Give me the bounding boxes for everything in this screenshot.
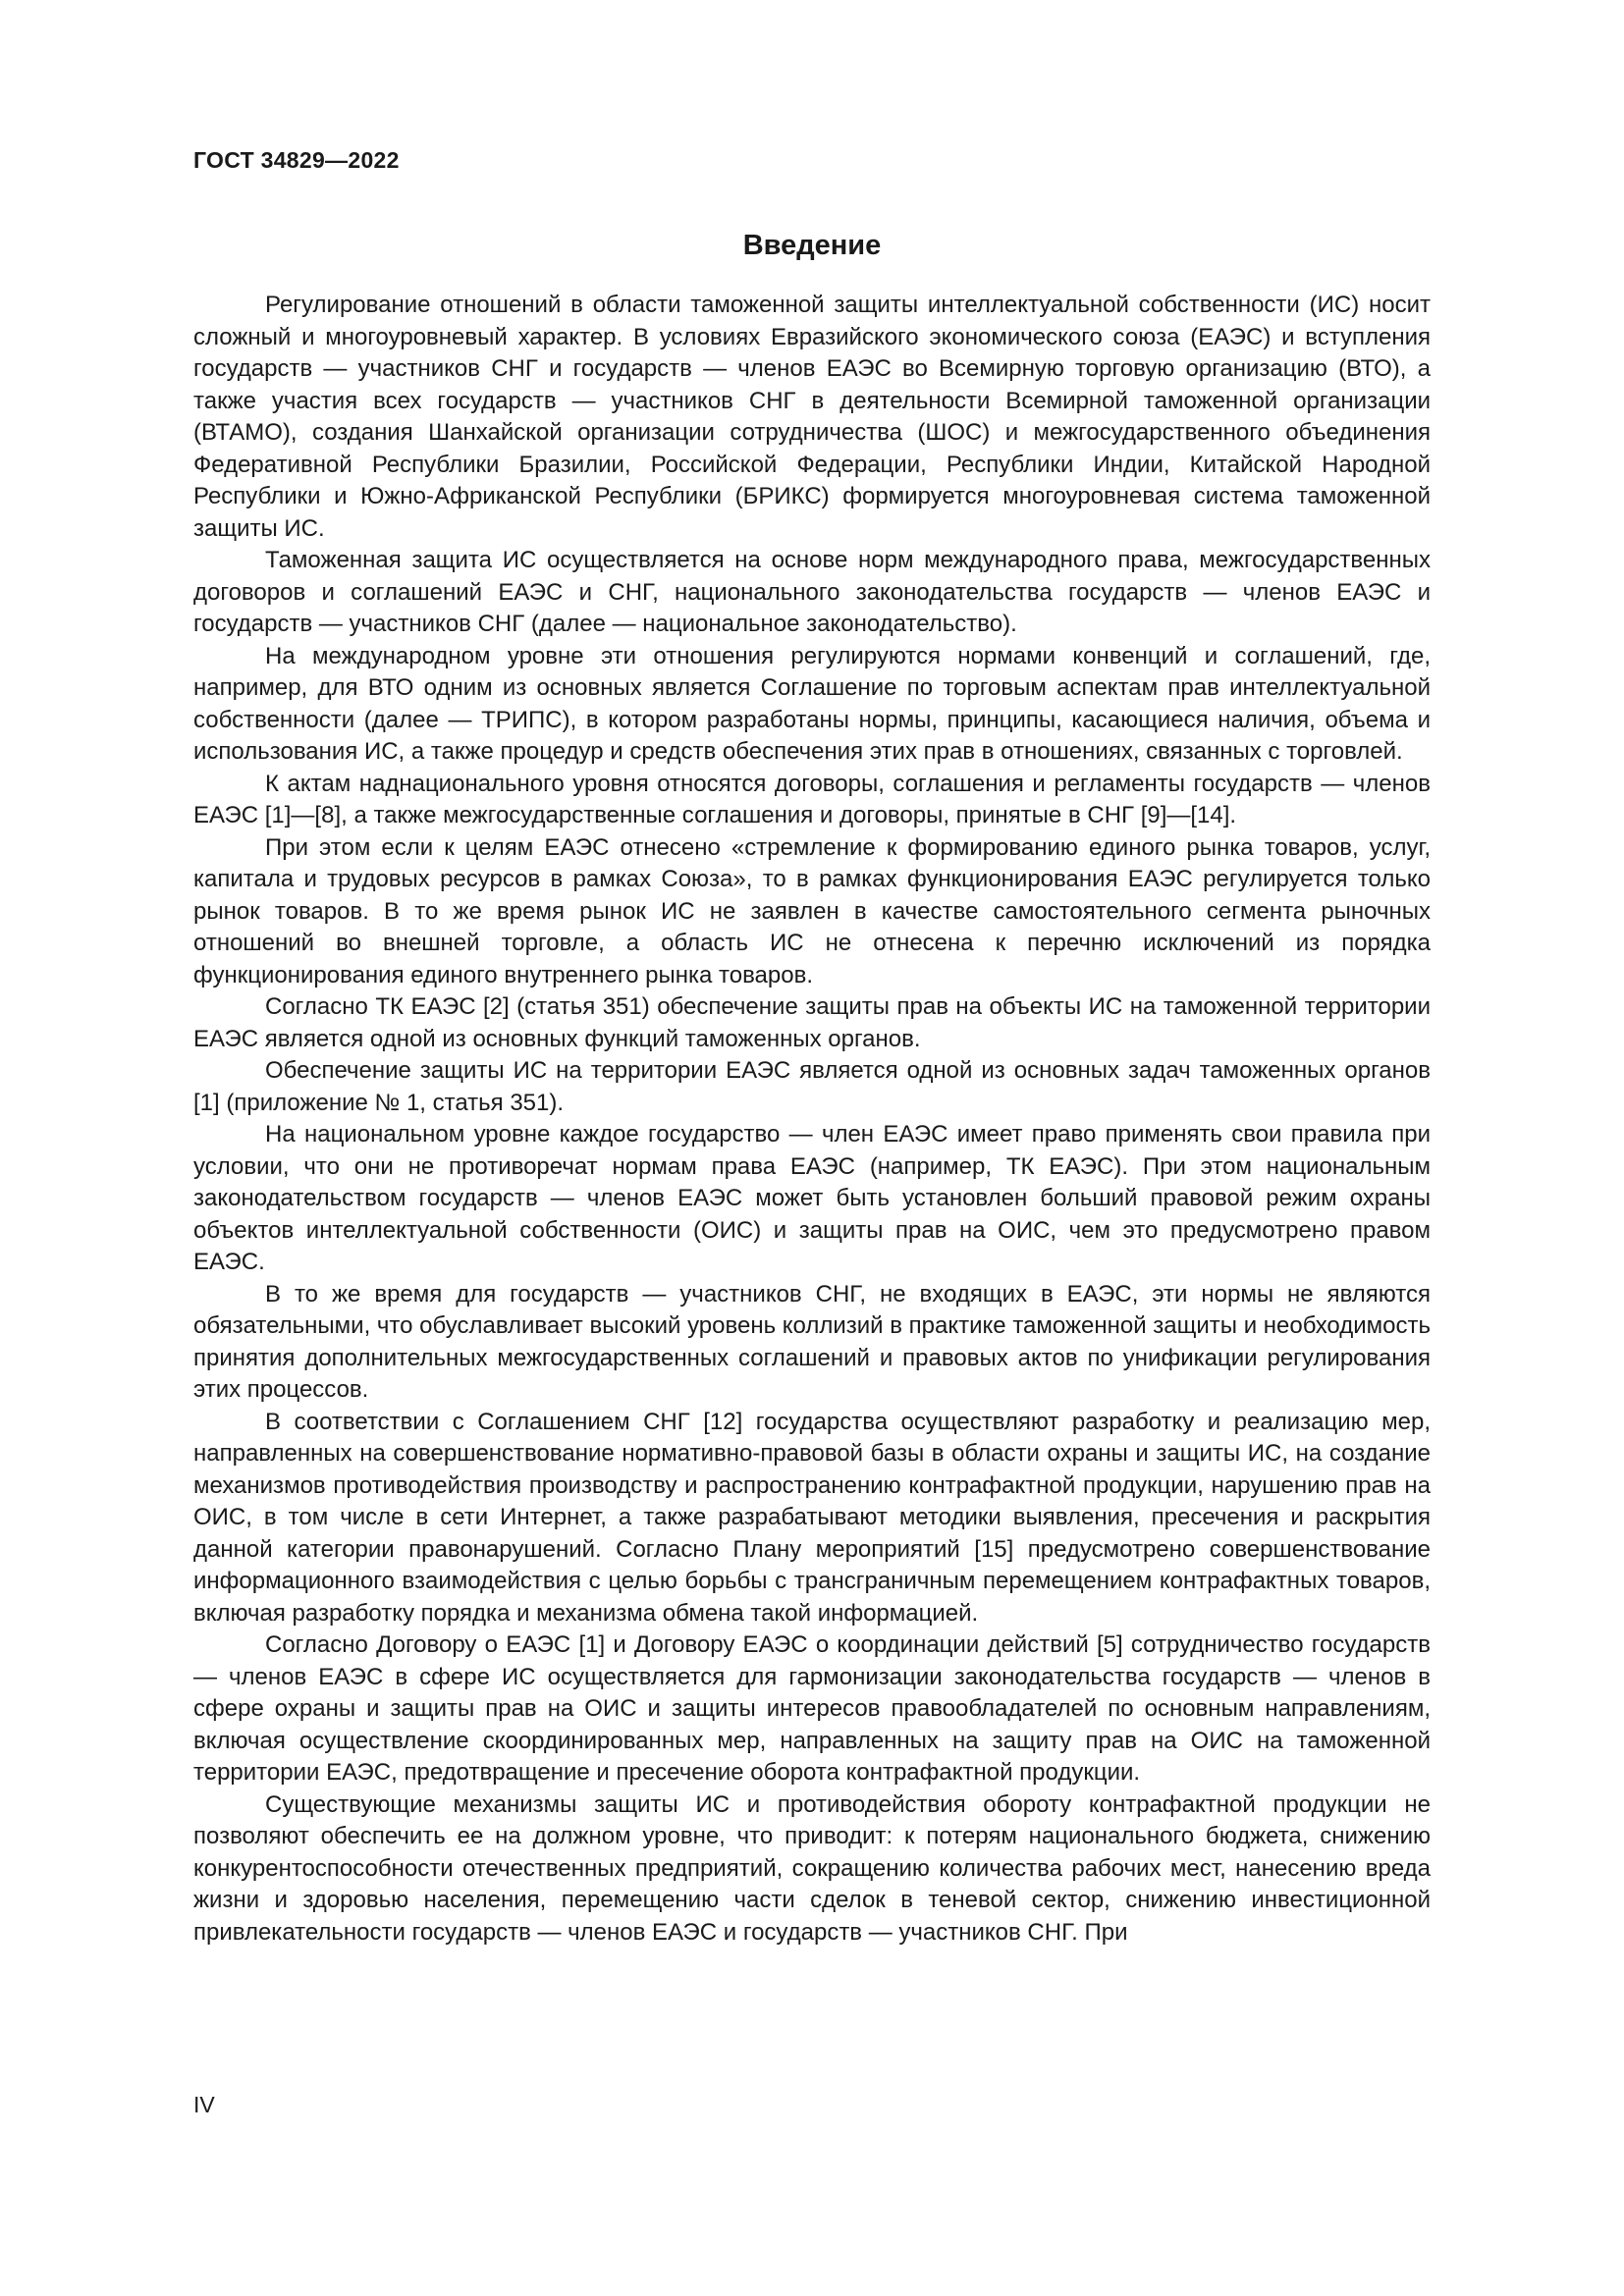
paragraph: Существующие механизмы защиты ИС и противодействия обороту контрафактной продукции не позволяют обеспечить ее на должном уровне, что приводит: к потерям национального бюджета, снижению конкурентоспособности отечественных предприятий, сокращению количества рабочих мест, нанесению вреда жизни и здоровью населения, перемещению части сделок в теневой сектор, снижению инвестиционной привлекательности государств — членов ЕАЭС и государств — участников СНГ. При — [193, 1790, 1431, 1946]
paragraph: Таможенная защита ИС осуществляется на основе норм международного права, межгосударственных договоров и соглашений ЕАЭС и СНГ, национального законодательства государств — членов ЕАЭС и государств — участников СНГ (далее — национальное законодательство). — [193, 547, 1431, 637]
paragraph: На международном уровне эти отношения регулируются нормами конвенций и соглашений, где, например, для ВТО одним из основных является Соглашение по торговым аспектам прав интеллектуальной собственности (далее — ТРИПС), в котором разработаны нормы, принципы, касающиеся наличия, объема и использования ИС, а также процедур и средств обеспечения этих прав в отношениях, связанных с торговлей. — [193, 642, 1431, 765]
paragraph: Согласно Договору о ЕАЭС [1] и Договору ЕАЭС о координации действий [5] сотрудничество государств — членов ЕАЭС в сфере ИС осуществляется для гармонизации законодательства государств — членов в сфере охраны и защиты прав на ОИС и защиты интересов правообладателей по основным направлениям, включая осуществление скоординированных мер, направленных на защиту прав на ОИС на таможенной территории ЕАЭС, предотвращение и пресечение оборота контрафактной продукции. — [193, 1631, 1431, 1786]
paragraph: В то же время для государств — участников СНГ, не входящих в ЕАЭС, эти нормы не являются обязательными, что обуславливает высокий уровень коллизий в практике таможенной защиты и необходимость принятия дополнительных межгосударственных соглашений и правовых актов по унификации регулирования этих процессов. — [193, 1280, 1431, 1403]
paragraph: В соответствии с Соглашением СНГ [12] государства осуществляют разработку и реализацию мер, направленных на совершенствование нормативно-правовой базы в области охраны и защиты ИС, на создание механизмов противодействия производству и распространению контрафактной продукции, нарушению прав на ОИС, в том числе в сети Интернет, а также разрабатывают методики выявления, пресечения и раскрытия данной категории правонарушений. Согласно Плану мероприятий [15] предусмотрено совершенствование информационного взаимодействия с целью борьбы с трансграничным перемещением контрафактных товаров, включая разработку порядка и механизма обмена такой информацией. — [193, 1408, 1431, 1627]
paragraph: На национальном уровне каждое государство — член ЕАЭС имеет право применять свои правила при условии, что они не противоречат нормам права ЕАЭС (например, ТК ЕАЭС). При этом национальным законодательством государств — членов ЕАЭС может быть установлен больший правовой режим охраны объектов интеллектуальной собственности (ОИС) и защиты прав на ОИС, чем это предусмотрено правом ЕАЭС. — [193, 1121, 1431, 1275]
page-number: IV — [193, 2092, 215, 2117]
paragraph: Обеспечение защиты ИС на территории ЕАЭС является одной из основных задач таможенных органов [1] (приложение № 1, статья 351). — [193, 1057, 1431, 1116]
section-title: Введение — [742, 230, 882, 261]
introduction-body — [193, 290, 1431, 1949]
paragraph: Согласно ТК ЕАЭС [2] (статья 351) обеспечение защиты прав на объекты ИС на таможенной территории ЕАЭС является одной из основных функций таможенных органов. — [193, 993, 1431, 1052]
document-code: ГОСТ 34829—2022 — [193, 147, 400, 173]
paragraph: При этом если к целям ЕАЭС отнесено «стремление к формированию единого рынка товаров, услуг, капитала и трудовых ресурсов в рамках Союза», то в рамках функционирования ЕАЭС регулируется только рынок товаров. В то же время рынок ИС не заявлен в качестве самостоятельного сегмента рыночных отношений во внешней торговле, а область ИС не отнесена к перечню исключений из порядка функционирования единого внутреннего рынка товаров. — [193, 833, 1431, 988]
paragraph: Регулирование отношений в области таможенной защиты интеллектуальной собственности (ИС) носит сложный и многоуровневый характер. В условиях Евразийского экономического союза (ЕАЭС) и вступления государств — участников СНГ и государств — членов ЕАЭС во Всемирную торговую организацию (ВТО), а также участия всех государств — участников СНГ в деятельности Всемирной таможенной организации (ВТАМО), создания Шанхайской организации сотрудничества (ШОС) и межгосударственного объединения Федеративной Республики Бразилии, Российской Федерации, Республики Индии, Китайской Народной Республики и Южно-Африканской Республики (БРИКС) формируется многоуровневая система таможенной защиты ИС. — [193, 292, 1431, 542]
paragraph: К актам наднационального уровня относятся договоры, соглашения и регламенты государств — членов ЕАЭС [1]—[8], а также межгосударственные соглашения и договоры, принятые в СНГ [9]—[14]. — [193, 770, 1431, 828]
